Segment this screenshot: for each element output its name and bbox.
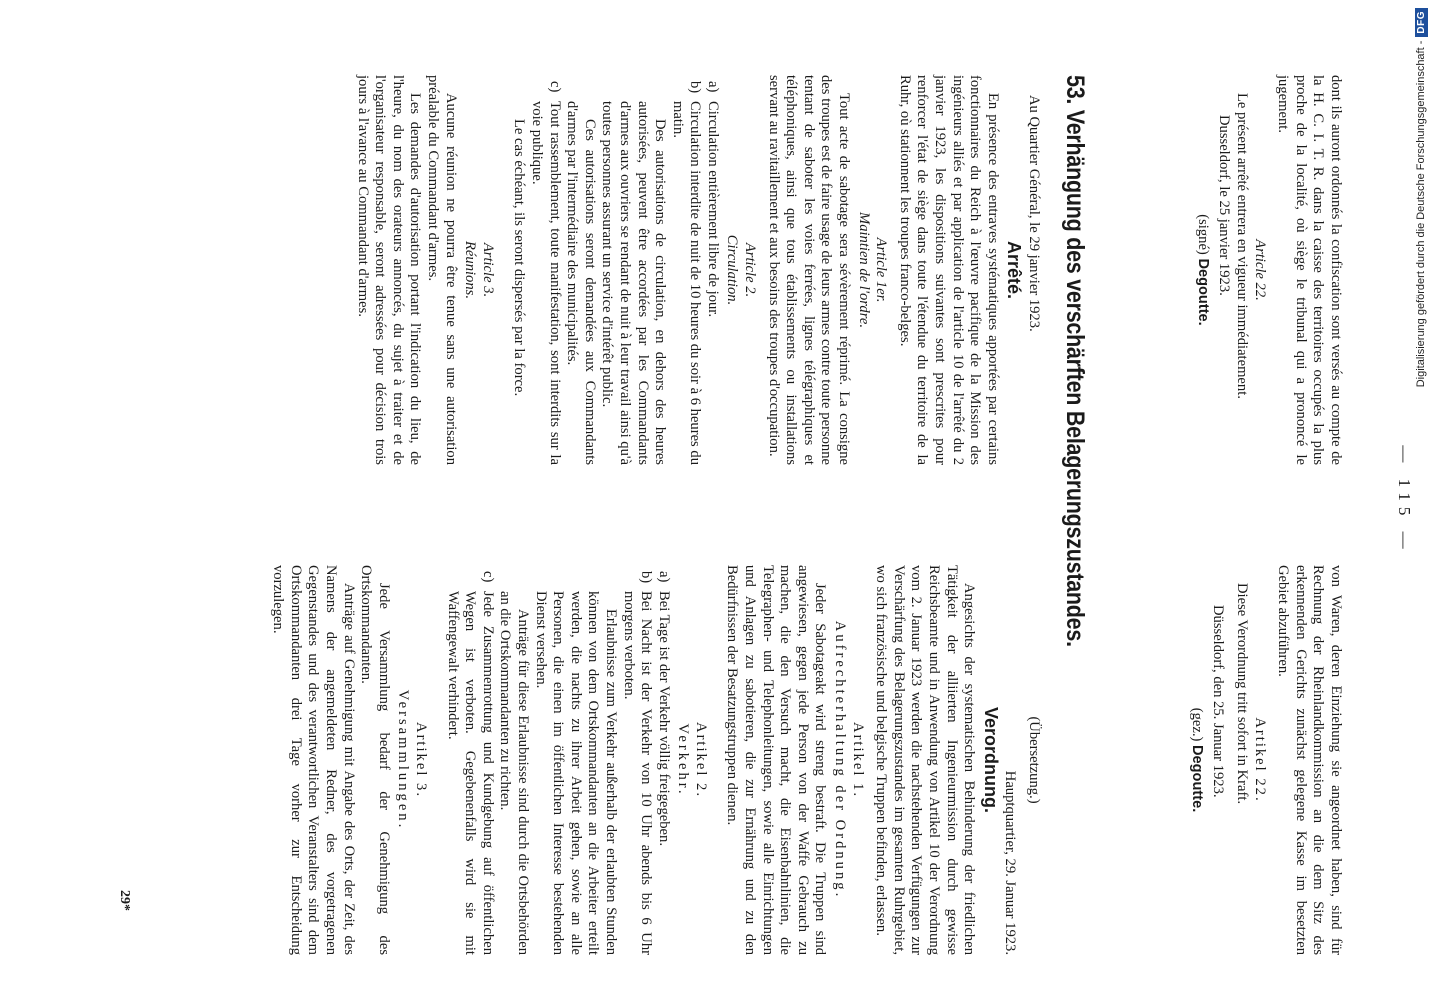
french-art1-title: Article 1er. bbox=[873, 237, 890, 303]
french-art2-p2: Ces autorisations seront demandées aux Commandants d'armes par l'intermédiaire des municipalités. bbox=[564, 101, 598, 465]
french-qg-date: Au Quartier Général, le 29 janvier 1923. bbox=[1026, 95, 1042, 332]
german-art22-text: Diese Verordnung tritt sofort in Kraft. bbox=[1234, 583, 1251, 805]
french-art2-subtitle: Circulation. bbox=[724, 234, 741, 306]
german-verordnung-title: Verordnung. bbox=[980, 706, 1001, 813]
french-art2-a-text: Circulation entièrement libre de jour. bbox=[704, 101, 721, 317]
french-signed-name: Degoutte. bbox=[1194, 258, 1211, 326]
german-signed-name: Degoutte. bbox=[1188, 744, 1205, 813]
german-art2-a-marker: a) bbox=[655, 571, 672, 583]
german-top-column bbox=[1187, 565, 1344, 955]
german-art3-subtitle: Versammlungen. bbox=[395, 689, 412, 831]
german-art3-title: Artikel 3. bbox=[413, 722, 429, 798]
german-art1-title: Artikel 1. bbox=[849, 722, 866, 798]
digitization-note bbox=[1410, 8, 1432, 993]
french-art22-text: Le présent arrêté entrera en vigueur immédiatement. bbox=[1234, 93, 1251, 399]
french-intro: dont ils auront ordonnés la confiscation sont versés au compte de la H. C. I. T. R. dans la caisse des territoires occupés la plus proche de la localité, où siège le tribunal qui a prononcé le jugement. bbox=[1275, 75, 1344, 465]
french-art2-p1: Des autorisations de circulation, en dehors des heures autorisées, peuvent être accordées par les Commandants d'armes aux ouvriers se rendant de nuit à leur travail ainsi qu'à toutes personnes assurant un service d'intérêt public. bbox=[599, 101, 669, 465]
german-art1-text: Jeder Sabotageakt wird streng bestraft. Die Truppen sind angewiesen, gegen jede Person von der Waffe Gebrauch zu machen, die den Versuch macht, die Eisenbahnlinien, die Telegraphen- und Telephonleitungen, sowie alle Einrichtungen und Anlagen zu sabotieren, die zur Ernährung und zu den Bedürfnissen der Besatzungstruppen dienen. bbox=[724, 565, 829, 955]
french-signed-prefix: (signé) bbox=[1194, 214, 1211, 255]
french-top-column bbox=[1193, 75, 1344, 465]
french-art2-c-text: Tout rassemblement, toute manifestation, sont interdits sur la voie publique. bbox=[528, 101, 563, 465]
french-art2-title: Article 2. bbox=[742, 242, 759, 298]
german-hq-date: Hauptquartier, 29. Januar 1923. bbox=[1002, 770, 1019, 955]
french-arrete-title: Arrêté. bbox=[1004, 240, 1025, 300]
french-art1-subtitle: Maintien de l'ordre. bbox=[855, 212, 872, 328]
french-art2-c-marker: c) bbox=[546, 81, 563, 93]
german-art2-p1: Erlaubnisse zum Verkehr außerhalb der erlaubten Stunden können von dem Ortskommandanten an die Arbeiter erteilt werden, die nachts zu ihrer Arbeit gehen, sowie an alle Personen, die einen im öffentlichen Interesse bestehenden Dienst versehen. bbox=[532, 591, 619, 955]
dfg-logo-icon: DFG bbox=[1415, 8, 1428, 37]
french-art2-item-b bbox=[668, 75, 703, 465]
sheet-mark: 29* bbox=[117, 890, 132, 911]
german-art2-title: Artikel 2. bbox=[692, 722, 709, 798]
german-main-column bbox=[269, 565, 1042, 955]
german-art2-subtitle: Verkehr. bbox=[675, 723, 692, 797]
page-number: — 115 — bbox=[1395, 445, 1414, 555]
german-art1-subtitle: Aufrechterhaltung der Ordnung. bbox=[832, 620, 849, 900]
german-art2-item-b bbox=[619, 565, 654, 955]
german-art2-b-marker: b) bbox=[638, 571, 655, 584]
german-intro: von Waren, deren Einziehung sie angeordnet haben, sind für Rechnung der Rheinlandkommission an die dem Sitz des erkennenden Gerichts zunächst gelegene Kasse im besetzten Gebiet abzuführen. bbox=[1275, 565, 1344, 955]
french-art3-p2: Les demandes d'autorisation portant l'indication du lieu, de l'heure, du nom des orateurs annoncés, du sujet à traiter et de l'organisateur responsable, seront adressées pour décision trois jours à l'avance au Commandant d'armes. bbox=[354, 75, 424, 465]
german-art2-b-text: Bei Nacht ist der Verkehr von 10 Uhr abends bis 6 Uhr morgens verboten. bbox=[620, 591, 655, 955]
german-art3-p2: Anträge auf Genehmigung mit Angabe des Orts, der Zeit, des Namens der angemeldeten Redner, des vorgetragenen Gegenstandes und des verantwortlichen Veranstalters sind dem Ortskommandanten drei Tage vorher zur Entscheidung vorzulegen. bbox=[270, 565, 357, 955]
french-preamble: En présence des entraves systématiques apportées par certains fonctionnaires du Reich à l'œuvre pacifique de la Mission des ingénieurs alliés et par application de l'article 10 de l'arrêté du 2 janvier 1923, les dispositions suivantes sont prescrites pour renforcer l'état de siège dans toute l'étendue du territoire de la Ruhr, où stationnent les troupes franco-belges. bbox=[896, 75, 1001, 465]
german-art2-p2: Anträge für diese Erlaubnisse sind durch die Ortsbehörden an die Ortskommandanten zu richten. bbox=[497, 591, 531, 955]
french-date: Dusseldorf, le 25 janvier 1923. bbox=[1216, 115, 1233, 296]
french-art2-b-text: Circulation interdite de nuit de 10 heures du soir à 6 heures du matin. bbox=[669, 101, 704, 465]
german-art3-p1: Jede Versammlung bedarf der Genehmigung des Ortskommandanten. bbox=[358, 565, 392, 955]
french-art2-item-c bbox=[527, 75, 562, 465]
german-preamble: Angesichts der systematischen Behinderung der friedlichen Tätigkeit der alliierten Ingenieurmission durch gewisse Reichsbeamte und in Anwendung von Artikel 10 der Verordnung vom 2. Januar 1923 werden die nachstehenden Verfügungen zur Verschärfung des Belagerungszustandes im gesamten Ruhrgebiet, wo sich französische und belgische Truppen befinden, erlassen. bbox=[873, 565, 978, 955]
digitization-text: Digitalisierung gefördert durch die Deutsche Forschungsgemeinschaft - bbox=[1415, 40, 1427, 388]
french-art3-subtitle: Réunions. bbox=[462, 241, 479, 299]
german-translation-note: (Übersetzung.) bbox=[1026, 716, 1042, 804]
german-art2-item-a bbox=[654, 565, 672, 955]
french-art2-item-a bbox=[703, 75, 721, 465]
german-art2-c-text: Jede Zusammenrottung und Kundgebung auf öffentlichen Wegen ist verboten. Gegebenenfalls wird sie mit Waffengewalt verhindert. bbox=[444, 591, 496, 955]
german-art2-a-text: Bei Tage ist der Verkehr völlig freigegeben. bbox=[655, 591, 672, 846]
german-art22-title: Artikel 22. bbox=[1251, 717, 1268, 803]
french-art2-p3: Le cas échéant, ils seront dispersés par la force. bbox=[511, 119, 528, 397]
german-art2-c-marker: c) bbox=[479, 571, 496, 583]
german-art2-item-c bbox=[443, 565, 496, 955]
french-art2-b-marker: b) bbox=[687, 81, 704, 94]
french-art22-title: Article 22. bbox=[1251, 239, 1268, 301]
german-date: Düsseldorf, den 25. Januar 1923. bbox=[1210, 605, 1227, 798]
german-signed-prefix: (gez.) bbox=[1188, 707, 1205, 742]
french-art2-a-marker: a) bbox=[704, 81, 721, 93]
french-art3-p1: Aucune réunion ne pourra être tenue sans une autorisation préalable du Commandant d'armes. bbox=[425, 75, 459, 465]
french-art3-title: Article 3. bbox=[479, 242, 496, 298]
french-art1-text: Tout acte de sabotage sera sévèrement réprimé. La consigne des troupes est de faire usage de leurs armes contre toute personne tentant de saboter les voies ferrées, lignes télégraphiques et téléphoniques, ainsi que tous établissements ou installations servant au ravitaillement et aux besoins des troupes d'occupation. bbox=[765, 75, 853, 465]
french-main-column bbox=[353, 75, 1042, 465]
section-heading: 53. Verhängung des verschärften Belagerungszustandes. bbox=[1061, 75, 1089, 647]
